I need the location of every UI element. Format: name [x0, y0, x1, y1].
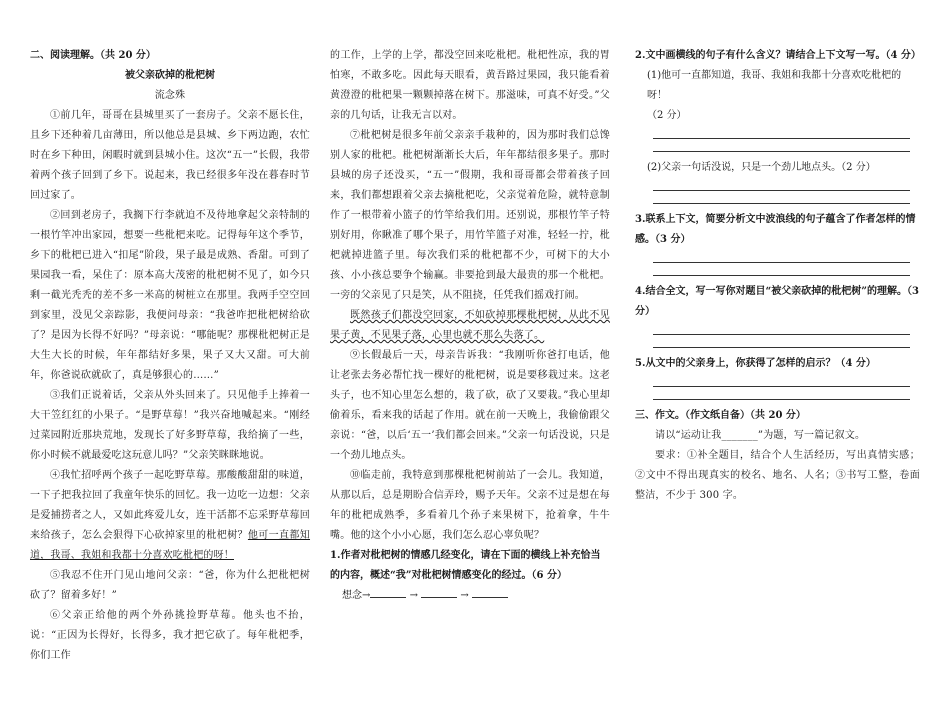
question-2: 2.文中画横线的句子有什么含义？请结合上下文写一写。（4 分） — [635, 50, 921, 61]
answer-line[interactable] — [653, 386, 910, 387]
essay-requirements: 要求：①补全题目，结合个人生活经历，写出真情实感；②文中不得出现真实的校名、地名、人名；③书写工整，卷面整洁，不少于 300 字。 — [635, 450, 920, 501]
question-4: 4.结合全文，写一写你对题目“被父亲砍掉的枇杷树”的理解。（3 分） — [635, 286, 919, 317]
answer-line[interactable] — [653, 399, 910, 400]
answer-line[interactable] — [653, 151, 910, 152]
left-column — [30, 46, 310, 718]
answer-line[interactable] — [653, 262, 910, 263]
paragraph-4 — [30, 466, 310, 566]
paragraph-6-cont: 的工作，上学的上学，都没空回来吃枇杷。枇杷性凉，我的胃怕寒，不敢多吃。因此每天眼看，黄吾路过果园，我只能看着黄澄澄的枇杷果一颗颗掉落在树下。那滋味，可真不好受。”父亲的几句话，让我无言以对。 — [330, 50, 610, 121]
answer-line[interactable] — [653, 347, 910, 348]
article-title: 被父亲砍掉的枇杷树 — [125, 70, 215, 81]
question-2-2: (2)父亲一句话没说，只是一个劲儿地点头。（2 分） — [647, 162, 876, 173]
middle-column — [330, 46, 610, 718]
paragraph-6: ⑥父亲正给他的两个外孙挑捡野草莓。他头也不抬，说：“正因为长得好，长得多，我才把它砍了。每年枇杷季，你们工作 — [30, 610, 310, 661]
question-1-flow: 想念→ → → — [342, 586, 610, 606]
paragraph-8 — [330, 306, 610, 346]
paragraph-9: ⑨长假最后一天，母亲告诉我：“我刚听你爸打电话，他让老张去务必帮忙找一棵好的枇杷树，说是要移栽过来。这老头子，也不知心里怎么想的，栽了砍，砍了又要栽。”我心里却偷着乐，看来我的话起了作用。就在前一天晚上，我偷偷跟父亲说：“爸，以后‘五一’我们都会回来。”父亲一句话没说，只是一个劲儿地点头。 — [330, 350, 610, 461]
blank-3[interactable] — [472, 587, 508, 598]
question-1: 1.作者对枇杷树的情感几经变化，请在下面的横线上补充恰当的内容，概述“我”对枇杷树情感变化的经过。（6 分） — [330, 550, 601, 581]
answer-line[interactable] — [653, 190, 910, 191]
essay-prompt: 请以“运动让我_______”为题，写一篇记叙文。 — [655, 430, 866, 441]
question-2-1-score: （2 分） — [647, 110, 687, 121]
paragraph-4-text: ④我忙招呼两个孩子一起吃野草莓。那酸酸甜甜的味道，一下子把我拉回了我童年快乐的回忆。我一边吃一边想：父亲是爱捕捞者之人，又如此疼爱儿女，连干活都不忘采野草莓回来给孩子，怎么会狠得下心砍掉家里的枇杷树？ — [30, 470, 310, 541]
paragraph-5: ⑤我忍不住开门见山地问父亲：“爸，你为什么把枇杷树砍了？留着多好！” — [30, 570, 310, 601]
answer-line[interactable] — [653, 334, 910, 335]
question-5: 5.从文中的父亲身上，你获得了怎样的启示？（4 分） — [635, 358, 876, 369]
question-3: 3.联系上下文，简要分析文中波浪线的句子蕴含了作者怎样的情感。（3 分） — [635, 214, 916, 245]
paragraph-10: ⑩临走前，我特意到那棵枇杷树前站了一会儿。我知道，从那以后，总是期盼合信弄玲，赐予天年。父亲不过是想在每年的枇杷成熟季，多看着几个孙子来果树下，抢着拿，牛牛嘴。他的这个小小心愿，我们怎么忍心辜负呢？ — [330, 470, 610, 541]
underlined-sentence-1: 他可一直都知道，我哥、我姐和我都十分喜欢吃枇杷的呀！ — [30, 530, 311, 561]
wavy-sentence: 既然孩子们都没空回家，不如砍掉那棵枇杷树，从此不见果子黄，不见果子落，心里也就不那么失落了。 — [330, 310, 610, 341]
paragraph-7: ⑦枇杷树是很多年前父亲亲手栽种的，因为那时我们总馋别人家的枇杷。枇杷树渐渐长大后，年年都结很多果子。那时县城的房子还没买，“五一”假期，我和哥哥都会带着孩子回来，我们都想跟着父亲去摘枇杷吃，父亲觉着危险，就特意制作了一根带着小篮子的竹竿给我们用。还别说，那根竹竿子特别好用，你瞅准了哪个果子，用竹竿篮子对准，轻轻一拧，枇杷就掉进篮子里。每次我们采的枇杷都不少，可树下的大小孩、小小孩总要争个输赢。非要抢到最大最贵的那一个枇杷。一旁的父亲见了只是笑，从不阻挠，任凭我们摇戏打闹。 — [330, 130, 610, 301]
answer-line[interactable] — [653, 203, 910, 204]
blank-1[interactable] — [370, 587, 406, 598]
blank-2[interactable] — [421, 587, 457, 598]
author: 流念殊 — [154, 90, 186, 101]
paragraph-1: ①前几年，哥哥在县城里买了一套房子。父亲不愿长住，且乡下还种着几亩薄田，所以他总是县城、乡下两边跑，农忙时在乡下种田，闲暇时就到县城小住。这次“五一”长假，我带着两个孩子回到了乡下。说起来，我已经很多年没在暮春时节回过家了。 — [30, 110, 310, 201]
paragraph-3: ③我们正说着话，父亲从外头回来了。只见他手上捧着一大干笠红红的小果子。“是野草莓！”我兴奋地喊起来。“刚经过菜园附近那块荒地，发现长了好多野草莓，我给摘了一些，你小时候不就最爱吃这玩意儿吗？”父亲笑眯眯地说。 — [30, 390, 310, 461]
section-title: 二、阅读理解。（共 20 分） — [30, 50, 156, 61]
question-2-1: (1)他可一直都知道，我哥、我姐和我都十分喜欢吃枇杷的呀！ — [647, 70, 902, 101]
paragraph-2: ②回到老房子，我搁下行李就迫不及待地拿起父亲特制的一根竹竿冲出家园，想要一些枇杷来吃。记得每年这个季节，乡下的枇杷已进入“扣尾”阶段，果子最是成熟、香甜。可到了果园我一看，呆住了：原本高大茂密的枇杷树不见了，如今只剩一截光秃秃的差不多一米高的树桩立在那里。我两手空空回到家里，没见父亲踪影，我便问母亲：“我爸咋把枇杷树给砍了？是因为长得不好吗？”母亲说：“哪能呢？那棵枇杷树正是大生大长的时候，年年都结好多果，果子又大又甜。可大前年，你爸说砍就砍了，真是够狠心的……” — [30, 210, 310, 381]
answer-line[interactable] — [653, 275, 910, 276]
section-3-title: 三、作文。（作文纸自备）（共 20 分） — [635, 410, 806, 421]
answer-line[interactable] — [653, 138, 910, 139]
right-column — [635, 46, 920, 718]
flow-start: 想念→ — [342, 590, 371, 601]
